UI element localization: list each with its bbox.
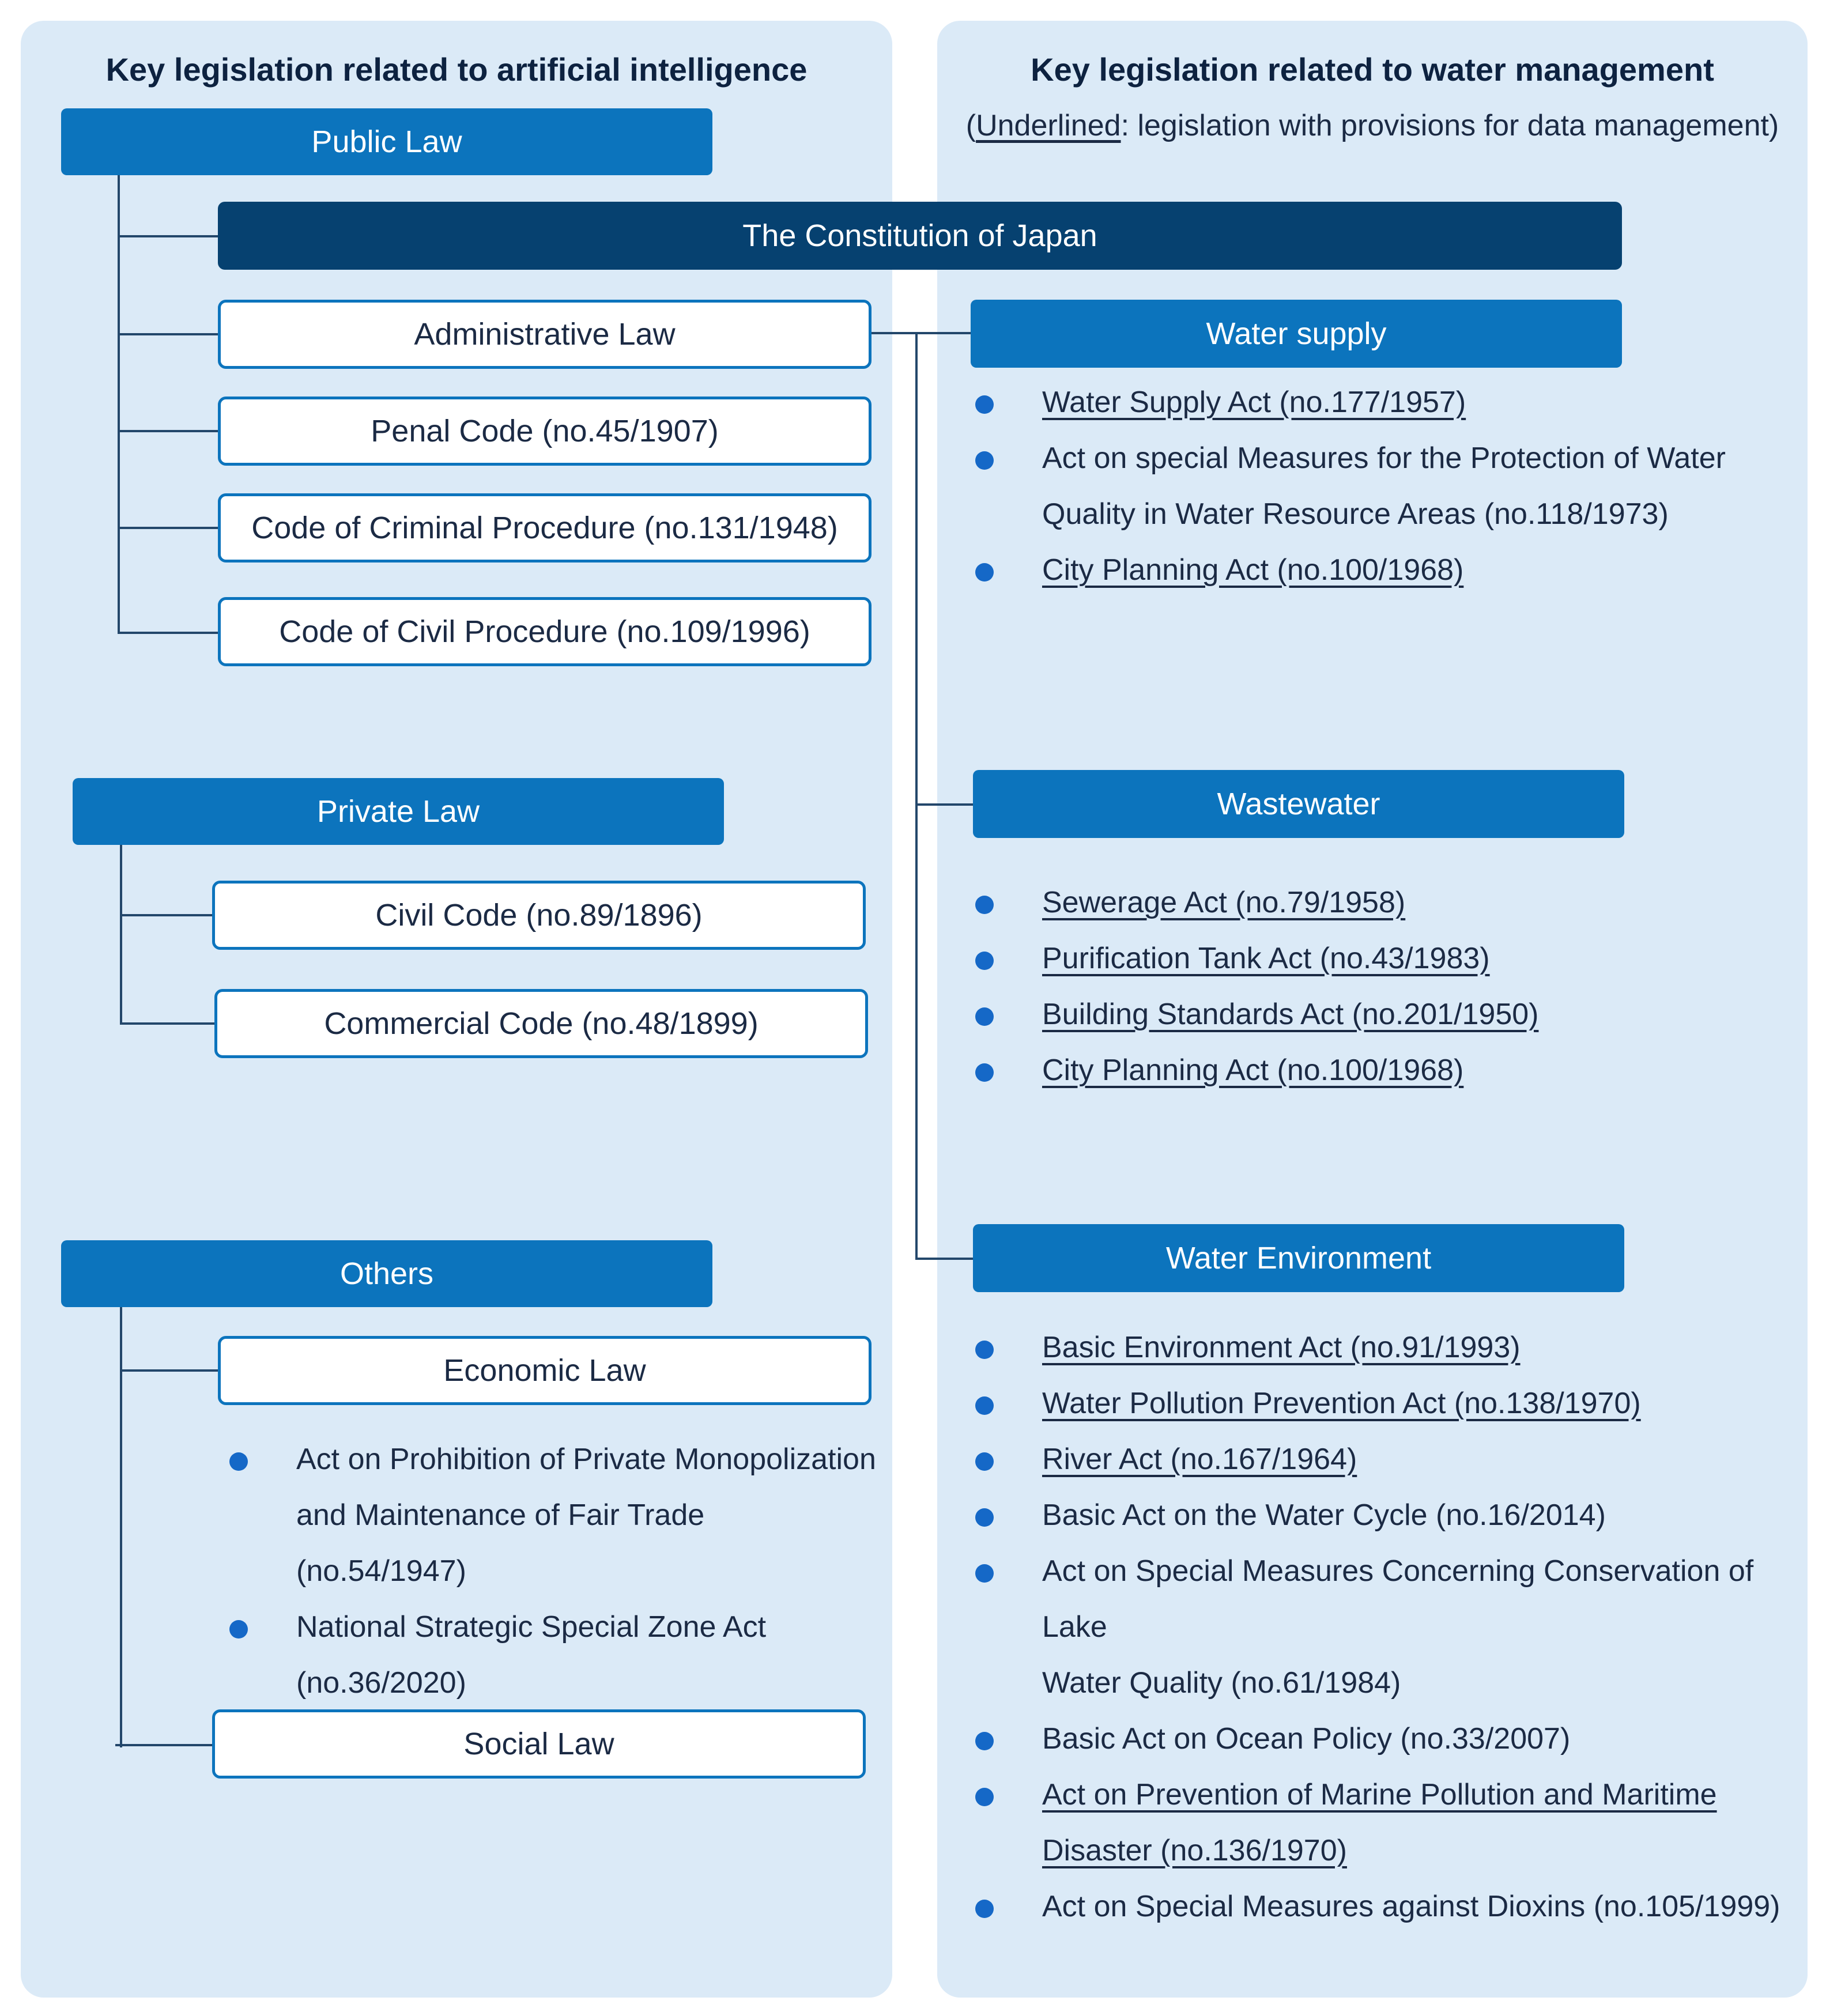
bullet-icon bbox=[975, 952, 994, 970]
connector-civil-code bbox=[120, 914, 214, 916]
civil-procedure-box: Code of Civil Procedure (no.109/1996) bbox=[218, 597, 871, 666]
connector-administrative-law bbox=[118, 333, 220, 335]
bullet-icon bbox=[229, 1452, 248, 1471]
bullet-icon bbox=[975, 395, 994, 414]
connector-constitution bbox=[118, 235, 220, 237]
subtitle-open: ( bbox=[965, 109, 976, 142]
subtitle-rest: : legislation with provisions for data management) bbox=[1120, 109, 1779, 142]
social-law-box: Social Law bbox=[212, 1709, 866, 1779]
right-panel-subtitle bbox=[937, 108, 1808, 143]
connector-water-environment bbox=[915, 1258, 973, 1260]
connector-penal-code bbox=[118, 430, 220, 432]
list-item: Sewerage Act (no.79/1958) bbox=[971, 875, 1801, 931]
connector-civil-procedure bbox=[118, 632, 220, 634]
water-environment-header: Water Environment bbox=[973, 1224, 1624, 1292]
water-trunk bbox=[915, 332, 918, 1260]
list-item: Basic Environment Act (no.91/1993) bbox=[971, 1320, 1801, 1376]
connector-economic-law bbox=[120, 1369, 220, 1372]
private-law-trunk bbox=[120, 841, 122, 1025]
civil-code-box: Civil Code (no.89/1896) bbox=[212, 881, 866, 950]
public-law-trunk bbox=[118, 173, 120, 634]
list-item-continued: Quality in Water Resource Areas (no.118/1973) bbox=[1042, 497, 1669, 531]
commercial-code-box: Commercial Code (no.48/1899) bbox=[214, 989, 868, 1058]
bullet-icon bbox=[229, 1620, 248, 1639]
water-supply-list bbox=[971, 375, 1801, 598]
public-law-header: Public Law bbox=[61, 108, 712, 175]
bullet-icon bbox=[975, 1900, 994, 1918]
constitution-header: The Constitution of Japan bbox=[218, 202, 1622, 270]
connector-wastewater bbox=[915, 803, 973, 806]
left-panel-title: Key legislation related to artificial intelligence bbox=[105, 51, 808, 88]
list-item-continued: Water Quality (no.61/1984) bbox=[1042, 1666, 1401, 1700]
list-item: Basic Act on Ocean Policy (no.33/2007) bbox=[971, 1711, 1801, 1767]
list-item: Act on special Measures for the Protection of Water bbox=[971, 431, 1801, 486]
bullet-icon bbox=[975, 1508, 994, 1527]
administrative-law-box: Administrative Law bbox=[218, 300, 871, 369]
list-item: Act on Special Measures Concerning Conservation of Lake bbox=[971, 1543, 1801, 1655]
economic-law-box: Economic Law bbox=[218, 1336, 871, 1405]
list-item: Basic Act on the Water Cycle (no.16/2014) bbox=[971, 1488, 1801, 1543]
wastewater-list bbox=[971, 875, 1801, 1098]
list-item: Purification Tank Act (no.43/1983) bbox=[971, 931, 1801, 987]
private-law-header: Private Law bbox=[73, 778, 724, 845]
bullet-icon bbox=[975, 1732, 994, 1750]
water-supply-header: Water supply bbox=[971, 300, 1622, 368]
economic-law-list bbox=[225, 1432, 882, 1711]
connector-admin-to-water bbox=[871, 332, 971, 334]
list-item-continued: and Maintenance of Fair Trade (no.54/1947) bbox=[296, 1498, 705, 1588]
list-item: National Strategic Special Zone Act bbox=[225, 1599, 882, 1655]
connector-commercial-code bbox=[120, 1022, 214, 1025]
list-item: Water Supply Act (no.177/1957) bbox=[971, 375, 1801, 431]
list-item-continued: Disaster (no.136/1970) bbox=[1042, 1834, 1347, 1867]
bullet-icon bbox=[975, 563, 994, 582]
bullet-icon bbox=[975, 1564, 994, 1583]
list-item: City Planning Act (no.100/1968) bbox=[971, 542, 1801, 598]
list-item: Building Standards Act (no.201/1950) bbox=[971, 987, 1801, 1043]
others-header: Others bbox=[61, 1240, 712, 1307]
bullet-icon bbox=[975, 1396, 994, 1415]
bullet-icon bbox=[975, 1788, 994, 1806]
bullet-icon bbox=[975, 1063, 994, 1082]
bullet-icon bbox=[975, 1007, 994, 1026]
criminal-procedure-box: Code of Criminal Procedure (no.131/1948) bbox=[218, 493, 871, 562]
bullet-icon bbox=[975, 1452, 994, 1471]
water-environment-list bbox=[971, 1320, 1801, 1935]
list-item: Act on Prevention of Marine Pollution and Maritime bbox=[971, 1767, 1801, 1823]
list-item: Water Pollution Prevention Act (no.138/1970) bbox=[971, 1376, 1801, 1432]
list-item: River Act (no.167/1964) bbox=[971, 1432, 1801, 1488]
list-item: Act on Prohibition of Private Monopolization bbox=[225, 1432, 882, 1488]
bullet-icon bbox=[975, 896, 994, 914]
connector-social-law bbox=[115, 1744, 214, 1746]
bullet-icon bbox=[975, 451, 994, 470]
list-item-continued: (no.36/2020) bbox=[296, 1666, 466, 1700]
list-item: Act on Special Measures against Dioxins (no.105/1999) bbox=[971, 1879, 1801, 1935]
subtitle-underlined: Underlined bbox=[976, 109, 1121, 142]
connector-criminal-procedure bbox=[118, 527, 220, 529]
penal-code-box: Penal Code (no.45/1907) bbox=[218, 397, 871, 466]
right-panel-title: Key legislation related to water management bbox=[1031, 51, 1714, 88]
wastewater-header: Wastewater bbox=[973, 770, 1624, 838]
bullet-icon bbox=[975, 1341, 994, 1359]
list-item: City Planning Act (no.100/1968) bbox=[971, 1043, 1801, 1098]
